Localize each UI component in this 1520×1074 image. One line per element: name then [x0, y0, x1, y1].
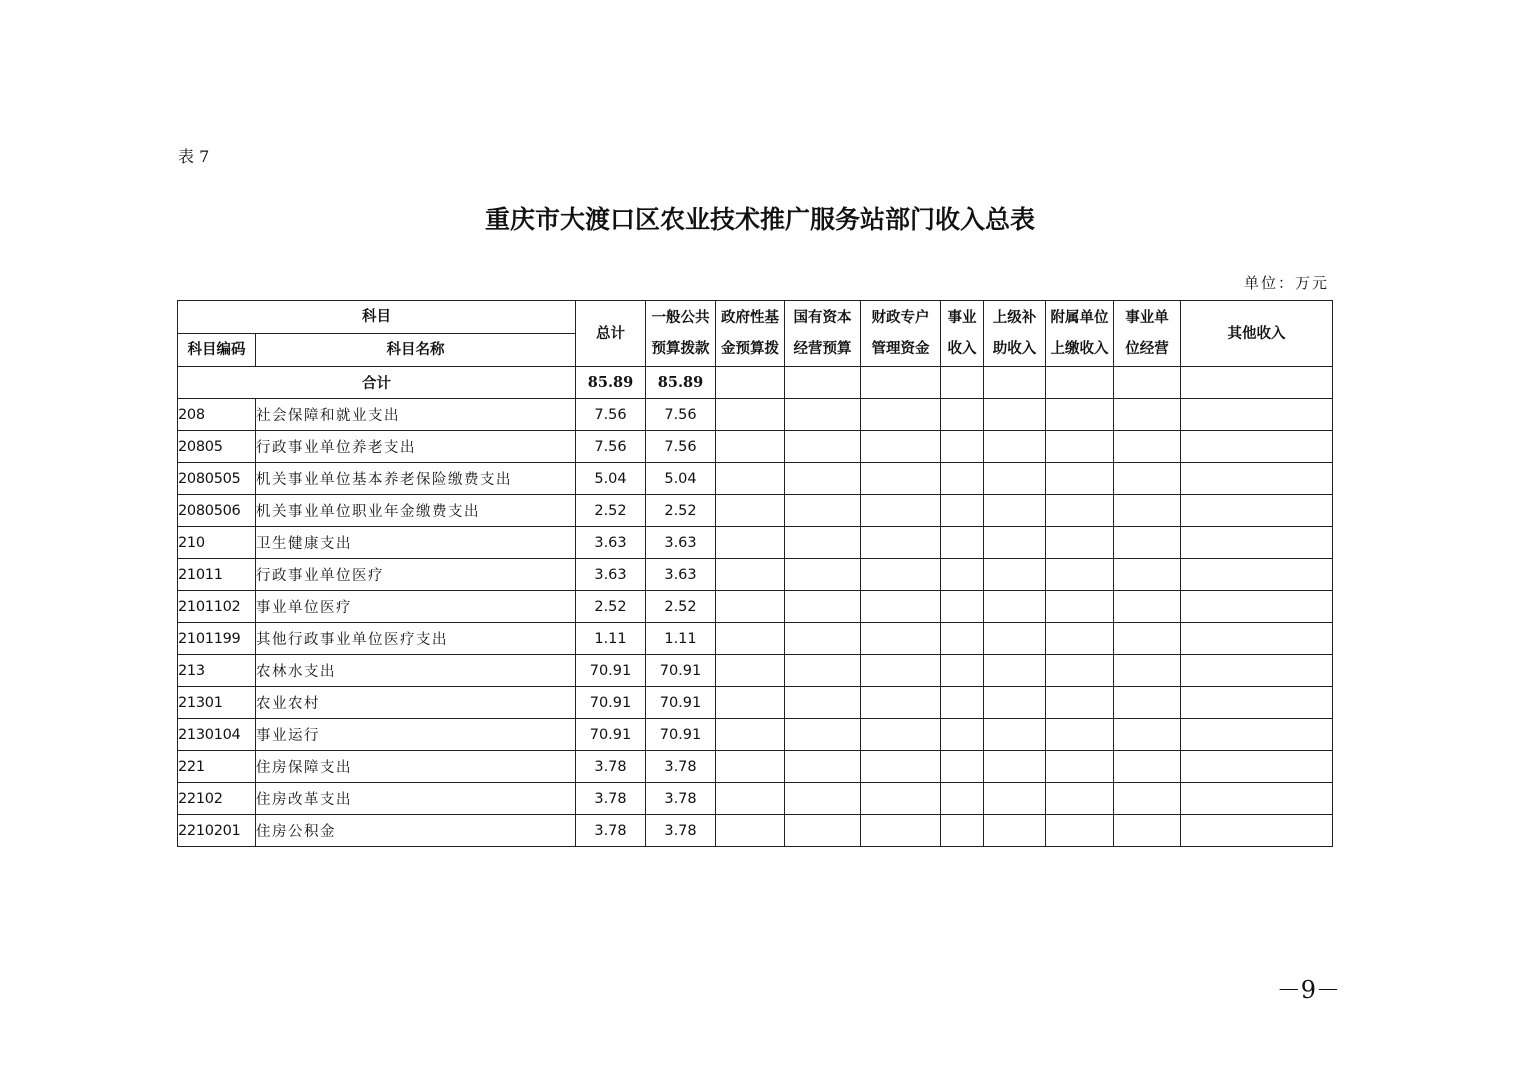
cell-code: 2080506: [178, 495, 256, 527]
cell-name: 卫生健康支出: [256, 527, 576, 559]
cell-name: 行政事业单位养老支出: [256, 431, 576, 463]
empty-cell: [1181, 783, 1333, 815]
empty-cell: [1114, 655, 1181, 687]
empty-cell: [984, 655, 1046, 687]
header-superior-subsidy: 上级补 助收入: [984, 301, 1046, 367]
empty-cell: [984, 719, 1046, 751]
cell-name: 农林水支出: [256, 655, 576, 687]
empty-cell: [984, 783, 1046, 815]
cell-code: 2210201: [178, 815, 256, 847]
cell-name: 住房保障支出: [256, 751, 576, 783]
table-row: [178, 463, 1333, 495]
table-row: [178, 399, 1333, 431]
empty-cell: [861, 655, 941, 687]
empty-cell: [716, 783, 785, 815]
cell-total: 70.91: [576, 687, 646, 719]
empty-cell: [716, 655, 785, 687]
empty-cell: [861, 527, 941, 559]
empty-cell: [1046, 655, 1114, 687]
empty-cell: [1181, 463, 1333, 495]
empty-cell: [1114, 463, 1181, 495]
empty-cell: [1046, 431, 1114, 463]
cell-code: 22102: [178, 783, 256, 815]
cell-name: 其他行政事业单位医疗支出: [256, 623, 576, 655]
empty-cell: [984, 591, 1046, 623]
empty-cell: [861, 591, 941, 623]
table-row: [178, 495, 1333, 527]
empty-cell: [716, 719, 785, 751]
cell-total: 1.11: [576, 623, 646, 655]
empty-cell: [716, 399, 785, 431]
cell-general-budget: 2.52: [646, 495, 716, 527]
total-general-budget: 85.89: [646, 367, 716, 399]
empty-cell: [1181, 399, 1333, 431]
empty-cell: [1046, 367, 1114, 399]
table-row: [178, 783, 1333, 815]
empty-cell: [1181, 431, 1333, 463]
cell-general-budget: 3.78: [646, 783, 716, 815]
unit-label: 单位：万元: [1243, 274, 1329, 292]
cell-name: 住房改革支出: [256, 783, 576, 815]
empty-cell: [941, 527, 984, 559]
empty-cell: [984, 815, 1046, 847]
empty-cell: [785, 431, 861, 463]
empty-cell: [984, 751, 1046, 783]
empty-cell: [785, 367, 861, 399]
cell-code: 210: [178, 527, 256, 559]
empty-cell: [861, 623, 941, 655]
empty-cell: [716, 687, 785, 719]
cell-total: 3.78: [576, 815, 646, 847]
cell-general-budget: 3.63: [646, 559, 716, 591]
empty-cell: [984, 431, 1046, 463]
empty-cell: [785, 751, 861, 783]
table-row: [178, 591, 1333, 623]
cell-general-budget: 70.91: [646, 655, 716, 687]
empty-cell: [941, 431, 984, 463]
cell-code: 2130104: [178, 719, 256, 751]
empty-cell: [941, 655, 984, 687]
empty-cell: [716, 751, 785, 783]
empty-cell: [785, 719, 861, 751]
header-general-budget: 一般公共 预算拨款: [646, 301, 716, 367]
empty-cell: [1114, 495, 1181, 527]
empty-cell: [1181, 495, 1333, 527]
cell-name: 行政事业单位医疗: [256, 559, 576, 591]
table-body: [178, 367, 1333, 847]
empty-cell: [1181, 655, 1333, 687]
cell-code: 221: [178, 751, 256, 783]
empty-cell: [1046, 463, 1114, 495]
empty-cell: [716, 591, 785, 623]
cell-general-budget: 7.56: [646, 399, 716, 431]
empty-cell: [1181, 751, 1333, 783]
empty-cell: [716, 815, 785, 847]
cell-code: 2101102: [178, 591, 256, 623]
empty-cell: [941, 591, 984, 623]
cell-name: 住房公积金: [256, 815, 576, 847]
empty-cell: [785, 591, 861, 623]
table-number: 表 7: [178, 147, 210, 166]
empty-cell: [1114, 815, 1181, 847]
table-row: [178, 815, 1333, 847]
empty-cell: [1114, 431, 1181, 463]
cell-name: 事业运行: [256, 719, 576, 751]
empty-cell: [1046, 527, 1114, 559]
empty-cell: [785, 463, 861, 495]
cell-general-budget: 5.04: [646, 463, 716, 495]
empty-cell: [861, 463, 941, 495]
empty-cell: [1114, 751, 1181, 783]
empty-cell: [861, 367, 941, 399]
empty-cell: [1046, 783, 1114, 815]
empty-cell: [1114, 719, 1181, 751]
table-row: [178, 431, 1333, 463]
header-state-capital: 国有资本 经营预算: [785, 301, 861, 367]
empty-cell: [1114, 687, 1181, 719]
cell-code: 20805: [178, 431, 256, 463]
table-row: [178, 687, 1333, 719]
empty-cell: [861, 687, 941, 719]
empty-cell: [984, 399, 1046, 431]
empty-cell: [716, 367, 785, 399]
empty-cell: [941, 559, 984, 591]
empty-cell: [941, 751, 984, 783]
empty-cell: [1181, 719, 1333, 751]
cell-name: 机关事业单位职业年金缴费支出: [256, 495, 576, 527]
header-code: 科目编码: [178, 334, 256, 367]
table-row: [178, 559, 1333, 591]
empty-cell: [861, 783, 941, 815]
empty-cell: [861, 719, 941, 751]
empty-cell: [941, 495, 984, 527]
cell-code: 213: [178, 655, 256, 687]
empty-cell: [785, 527, 861, 559]
empty-cell: [1181, 687, 1333, 719]
cell-total: 3.63: [576, 527, 646, 559]
empty-cell: [861, 399, 941, 431]
cell-general-budget: 70.91: [646, 687, 716, 719]
empty-cell: [861, 815, 941, 847]
table-row: [178, 623, 1333, 655]
empty-cell: [716, 431, 785, 463]
header-business-operation: 事业单 位经营: [1114, 301, 1181, 367]
cell-total: 70.91: [576, 655, 646, 687]
cell-total: 3.78: [576, 751, 646, 783]
empty-cell: [1046, 623, 1114, 655]
cell-general-budget: 70.91: [646, 719, 716, 751]
header-business-income: 事业 收入: [941, 301, 984, 367]
cell-general-budget: 3.63: [646, 527, 716, 559]
cell-total: 3.78: [576, 783, 646, 815]
cell-code: 21301: [178, 687, 256, 719]
empty-cell: [861, 559, 941, 591]
empty-cell: [1114, 367, 1181, 399]
empty-cell: [984, 559, 1046, 591]
empty-cell: [984, 527, 1046, 559]
page-number: －9－: [1276, 976, 1340, 1004]
cell-code: 2101199: [178, 623, 256, 655]
cell-name: 机关事业单位基本养老保险缴费支出: [256, 463, 576, 495]
empty-cell: [785, 655, 861, 687]
empty-cell: [716, 623, 785, 655]
table-row: [178, 719, 1333, 751]
header-affiliated-turnover: 附属单位 上缴收入: [1046, 301, 1114, 367]
empty-cell: [941, 463, 984, 495]
header-gov-fund: 政府性基 金预算拨: [716, 301, 785, 367]
empty-cell: [1114, 399, 1181, 431]
cell-general-budget: 7.56: [646, 431, 716, 463]
empty-cell: [984, 623, 1046, 655]
empty-cell: [716, 527, 785, 559]
empty-cell: [1046, 687, 1114, 719]
table-row: [178, 751, 1333, 783]
cell-general-budget: 3.78: [646, 815, 716, 847]
empty-cell: [1181, 623, 1333, 655]
header-total: 总计: [576, 301, 646, 367]
total-label: 合计: [178, 367, 576, 399]
cell-total: 7.56: [576, 431, 646, 463]
empty-cell: [984, 367, 1046, 399]
cell-general-budget: 1.11: [646, 623, 716, 655]
cell-total: 7.56: [576, 399, 646, 431]
empty-cell: [716, 495, 785, 527]
empty-cell: [1046, 591, 1114, 623]
total-row: [178, 367, 1333, 399]
empty-cell: [984, 495, 1046, 527]
empty-cell: [984, 463, 1046, 495]
empty-cell: [1114, 783, 1181, 815]
empty-cell: [1181, 367, 1333, 399]
income-summary-table: [177, 300, 1333, 847]
empty-cell: [785, 687, 861, 719]
empty-cell: [1114, 527, 1181, 559]
cell-code: 21011: [178, 559, 256, 591]
empty-cell: [1114, 591, 1181, 623]
cell-total: 2.52: [576, 591, 646, 623]
empty-cell: [785, 623, 861, 655]
empty-cell: [1114, 623, 1181, 655]
empty-cell: [1046, 559, 1114, 591]
empty-cell: [1046, 495, 1114, 527]
total-total: 85.89: [576, 367, 646, 399]
empty-cell: [716, 463, 785, 495]
empty-cell: [716, 559, 785, 591]
empty-cell: [1181, 815, 1333, 847]
empty-cell: [984, 687, 1046, 719]
empty-cell: [941, 687, 984, 719]
cell-name: 社会保障和就业支出: [256, 399, 576, 431]
empty-cell: [785, 399, 861, 431]
empty-cell: [941, 783, 984, 815]
empty-cell: [861, 431, 941, 463]
empty-cell: [785, 783, 861, 815]
empty-cell: [1181, 591, 1333, 623]
empty-cell: [861, 751, 941, 783]
empty-cell: [941, 815, 984, 847]
empty-cell: [1181, 559, 1333, 591]
header-subject: 科目: [178, 301, 576, 334]
empty-cell: [1181, 527, 1333, 559]
empty-cell: [941, 623, 984, 655]
empty-cell: [941, 399, 984, 431]
cell-name: 农业农村: [256, 687, 576, 719]
empty-cell: [1046, 815, 1114, 847]
cell-total: 70.91: [576, 719, 646, 751]
cell-code: 2080505: [178, 463, 256, 495]
empty-cell: [785, 815, 861, 847]
header-fiscal-special: 财政专户 管理资金: [861, 301, 941, 367]
empty-cell: [785, 495, 861, 527]
header-name: 科目名称: [256, 334, 576, 367]
cell-general-budget: 3.78: [646, 751, 716, 783]
document-title: 重庆市大渡口区农业技术推广服务站部门收入总表: [484, 205, 1035, 234]
empty-cell: [941, 719, 984, 751]
empty-cell: [941, 367, 984, 399]
table-row: [178, 527, 1333, 559]
empty-cell: [1046, 719, 1114, 751]
empty-cell: [1046, 751, 1114, 783]
cell-total: 3.63: [576, 559, 646, 591]
cell-total: 5.04: [576, 463, 646, 495]
cell-code: 208: [178, 399, 256, 431]
empty-cell: [1114, 559, 1181, 591]
cell-name: 事业单位医疗: [256, 591, 576, 623]
header-other-income: 其他收入: [1181, 301, 1333, 367]
cell-total: 2.52: [576, 495, 646, 527]
cell-general-budget: 2.52: [646, 591, 716, 623]
table-row: [178, 655, 1333, 687]
empty-cell: [861, 495, 941, 527]
empty-cell: [785, 559, 861, 591]
empty-cell: [1046, 399, 1114, 431]
